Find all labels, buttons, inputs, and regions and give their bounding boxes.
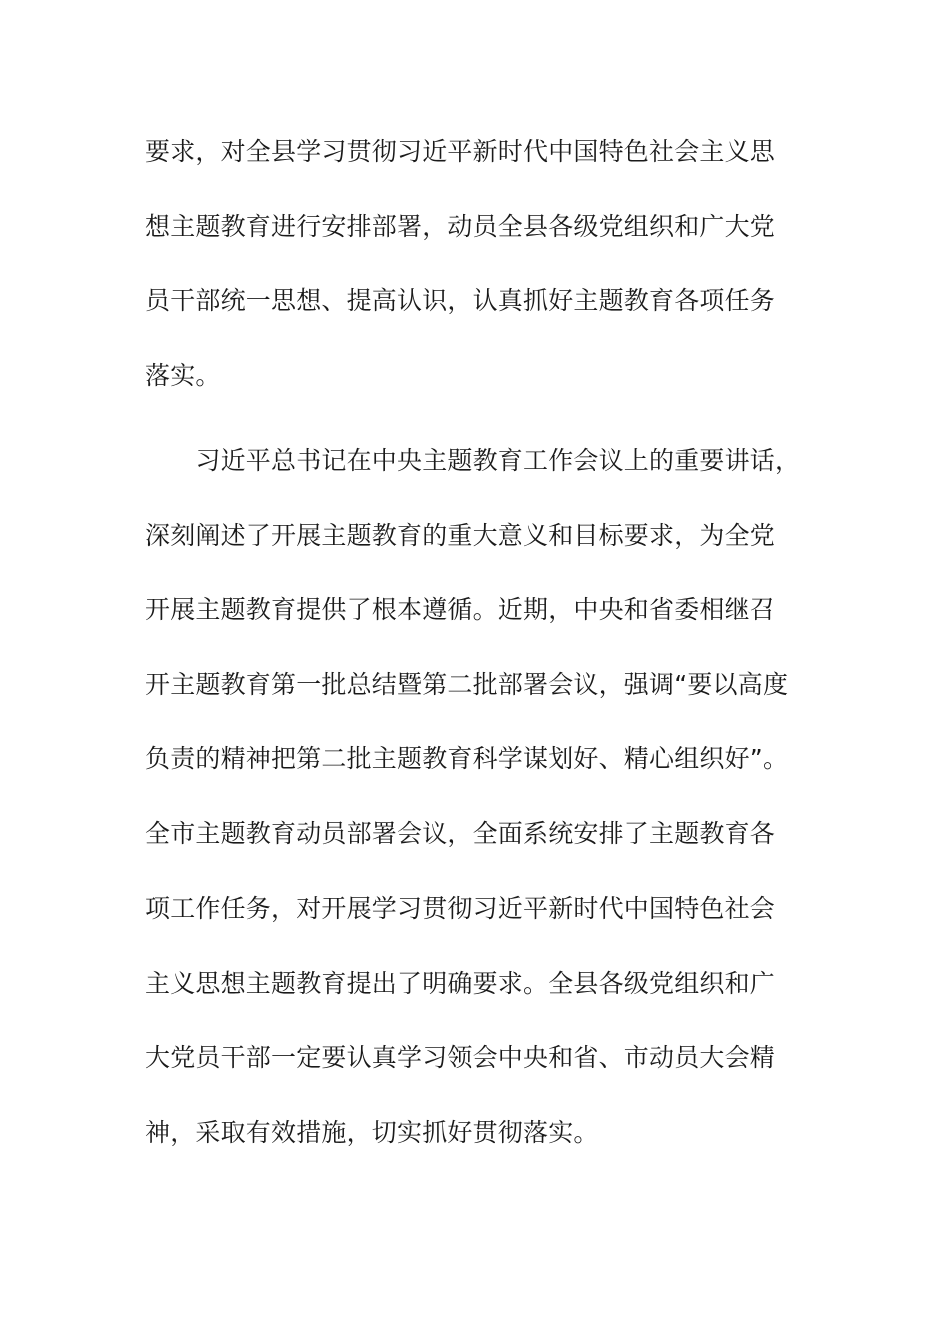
text-line: 神，采取有效措施，切实抓好贯彻落实。 bbox=[145, 1118, 599, 1147]
text-line: 开展主题教育提供了根本遵循。近期，中央和省委相继召 bbox=[145, 595, 776, 624]
text-line: 大党员干部一定要认真学习领会中央和省、市动员大会精 bbox=[145, 1043, 776, 1072]
text-line: 想主题教育进行安排部署，动员全县各级党组织和广大党 bbox=[145, 212, 776, 241]
text-line: 主义思想主题教育提出了明确要求。全县各级党组织和广 bbox=[145, 969, 776, 998]
text-line: 全市主题教育动员部署会议，全面系统安排了主题教育各 bbox=[145, 819, 776, 848]
text-line: 开主题教育第一批总结暨第二批部署会议，强调“要以高度 bbox=[145, 670, 789, 699]
text-line: 深刻阐述了开展主题教育的重大意义和目标要求，为全党 bbox=[145, 521, 776, 550]
text-line: 落实。 bbox=[145, 361, 221, 390]
text-line: 项工作任务，对开展学习贯彻习近平新时代中国特色社会 bbox=[145, 894, 776, 923]
text-line: 负责的精神把第二批主题教育科学谋划好、精心组织好”。 bbox=[145, 744, 789, 773]
text-line: 要求，对全县学习贯彻习近平新时代中国特色社会主义思 bbox=[145, 137, 776, 166]
text-line: 员干部统一思想、提高认识，认真抓好主题教育各项任务 bbox=[145, 286, 776, 315]
text-line: 习近平总书记在中央主题教育工作会议上的重要讲话， bbox=[145, 446, 801, 475]
